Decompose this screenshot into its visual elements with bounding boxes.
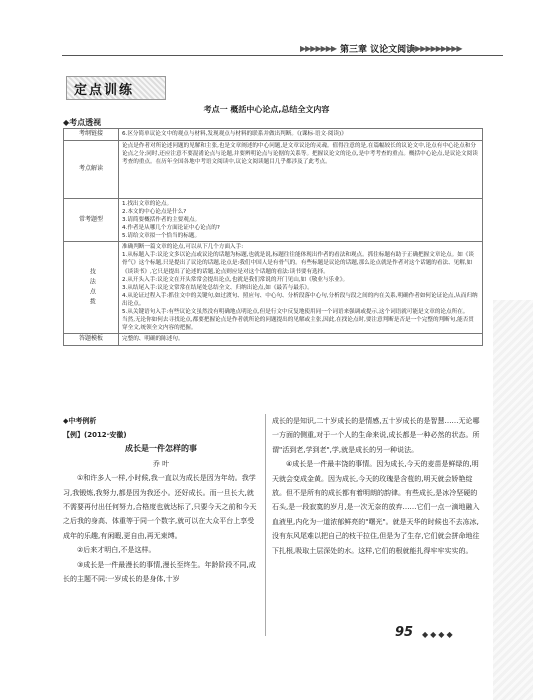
essay-paragraph: ④成长是一件最丰饶的事情。因为成长,今天的麦苗是鲜绿的,明天就会变成金黄。因为成长,今天的玫瑰是含苞的,明天就会娇艳绽放。但不是所有的成长都有着明朗的韵律。有些成长,是冰冷坚硬的石头,是一段寂寞的岁月,是一次无奈的放弃……它们一点一滴地融入血液里,内化为一道浓郁鲜亮的"曙光"。就是天华的时候也不去冻冰,没有东风尾难以把自己的枝干拉住,但是为了生存,它们就会拼命地往下扎根,吸取土层深处的水。这样,它们的根就能扎得牢牢实实的。 <box>272 460 480 555</box>
essay-title: 成长是一件怎样的事 <box>125 444 197 454</box>
skill-line: 5.从关键语句入手:有些议论文虽然没有明确地点明论点,但是行文中反复地使用同一个词语来强调或提示,这个词语就可能是文章的论点所在。 <box>122 309 469 316</box>
row-key: 技法点拨 <box>64 242 119 334</box>
page-dots: ◆◆◆◆ <box>422 630 455 639</box>
table-row <box>64 129 483 141</box>
skill-line: 当然,无论你如何去寻找论点,都要把握论点是作者就所论的问题提出的见解或主张,因此,在找论点时,要注意判断是否是一个完整的判断句,能否贯穿全文,统领全文内容的把握。 <box>122 317 474 332</box>
row-value: 6.区分简单议论文中的观点与材料,发现观点与材料的联系并做出判断。《(课标·语文·阅读)》 <box>119 129 483 141</box>
row-value: 论点是作者对所论述问题的见解和主张,也是文章阐述的中心问题,是文章议论的灵魂。值得注意的是,在篇幅较长的议论文中,论点有中心论点和分论点之分;同时,还应注意不要混淆论点与论题,并要辨明论点与论据的关系等。把握议论文的论点,是中考考查的重点。概括中心论点,是议论文阅读考查的重点。在历年全国各地中考语文阅读中,议论文阅读题目几乎都涉及了此考点。 <box>119 140 483 198</box>
kaodian-toushi-label: ◆考点透视 <box>63 118 102 127</box>
column-divider <box>265 414 266 636</box>
essay-paragraph: ③成长是一件最漫长的事情,漫长至终生。年龄阶段不同,成长的主题不同:一岁成长的是身体,十岁 <box>63 560 256 584</box>
kaodian-heading: 考点一 概括中心论点,总结全文内容 <box>203 105 330 114</box>
skill-line: 3.从结尾入手:议论文常常在结尾处总结全文、归纳出论点,如《最苦与最乐》。 <box>122 284 313 291</box>
essay-author: 乔 叶 <box>152 459 170 468</box>
row-key: 答题模板 <box>64 334 119 346</box>
row-value <box>119 242 483 334</box>
essay-paragraph: ②后来才明白,不是这样。 <box>77 546 156 555</box>
header-arrows-left: ▶▶▶▶▶▶▶ <box>300 44 337 53</box>
row-value <box>119 198 483 242</box>
page-number: 95 <box>395 625 414 640</box>
header-arrows-right: ▶▶▶▶▶▶▶▶▶▶ <box>410 44 462 53</box>
list-item: 3.请简要概括作者的主要观点。 <box>122 216 201 223</box>
chapter-title: 第三章 议论文阅读 <box>340 45 416 55</box>
skill-line: 准确判断一篇文章的论点,可以从下几个方面入手: <box>122 244 244 251</box>
kaodian-table <box>63 128 483 346</box>
row-key: 考点解读 <box>64 140 119 198</box>
side-decoration <box>493 300 533 700</box>
skill-line: 4.从论证过程入手:抓住文中的关键句,如过渡句、照应句、中心句、分析段落中心句,分析段与段之间的内在关系,明确作者如何论证论点,从而归纳出论点。 <box>122 292 478 307</box>
list-item: 5.请给文章拟一个恰当的标题。 <box>122 233 201 240</box>
row-key: 考纲链接 <box>64 129 119 141</box>
running-header <box>0 40 533 58</box>
header-rule <box>62 55 503 56</box>
skill-line: 2.从开头入手:议论文在开头常常会提出论点,也就是我们常说的开门见山,如《敬业与乐业》。 <box>122 276 349 283</box>
table-row <box>64 242 483 334</box>
section-title: 定点训练 <box>74 83 135 98</box>
skill-line: 1.从标题入手:议论文多以论点或议论的话题为标题,也就是说,标题往往能体现出作者的看法和观点。抓住标题有助于正确把握文章论点。如《谈骨气》这个标题,只是提出了议论的话题,论点是:我们中国人是有骨气的。有些标题是议论的话题,那么论点就是作者对这个话题的看法、见解,如《谈读书》,它只是提出了论述的话题,论点则应是对这个话题的看法:读书要有选择。 <box>122 252 474 275</box>
example-right-column <box>272 414 484 558</box>
list-item: 1.找出文章的论点。 <box>122 200 173 207</box>
example-tag: 【例】(2012·安徽) <box>63 431 127 439</box>
row-key: 常考题型 <box>64 198 119 242</box>
list-item: 4.作者是从哪几个方面论证中心论点的? <box>122 225 220 232</box>
essay-paragraph: 成长的是知识,二十岁成长的是情感,五十岁成长的是智慧……无论哪一方面的侧重,对于一个人的生命来说,成长都是一种必然的状态。所谓"活到老,学到老",学,就是成长的另一种说法。 <box>272 417 480 454</box>
row-value: 完整的、明确的陈述句。 <box>119 334 483 346</box>
list-item: 2.本文的中心论点是什么? <box>122 208 187 215</box>
table-row <box>64 334 483 346</box>
table-row <box>64 198 483 242</box>
table-row <box>64 140 483 198</box>
essay-paragraph: ①和许多人一样,小时候,我一直以为成长是因为年幼。我学习,我锻炼,我努力,都是因为我还小。还好成长。而一旦长大,就不需要再付出任何努力,合格度也就达标了,只要今天之前和今天之后我的身高、体重等于同一个数字,就可以在大众平台上享受成年的乐趣,有闲暇,更自由,再无束缚。 <box>63 474 257 540</box>
example-left-column <box>63 428 259 586</box>
zhongkao-label: ◆中考例析 <box>63 417 97 425</box>
section-badge <box>66 76 166 100</box>
